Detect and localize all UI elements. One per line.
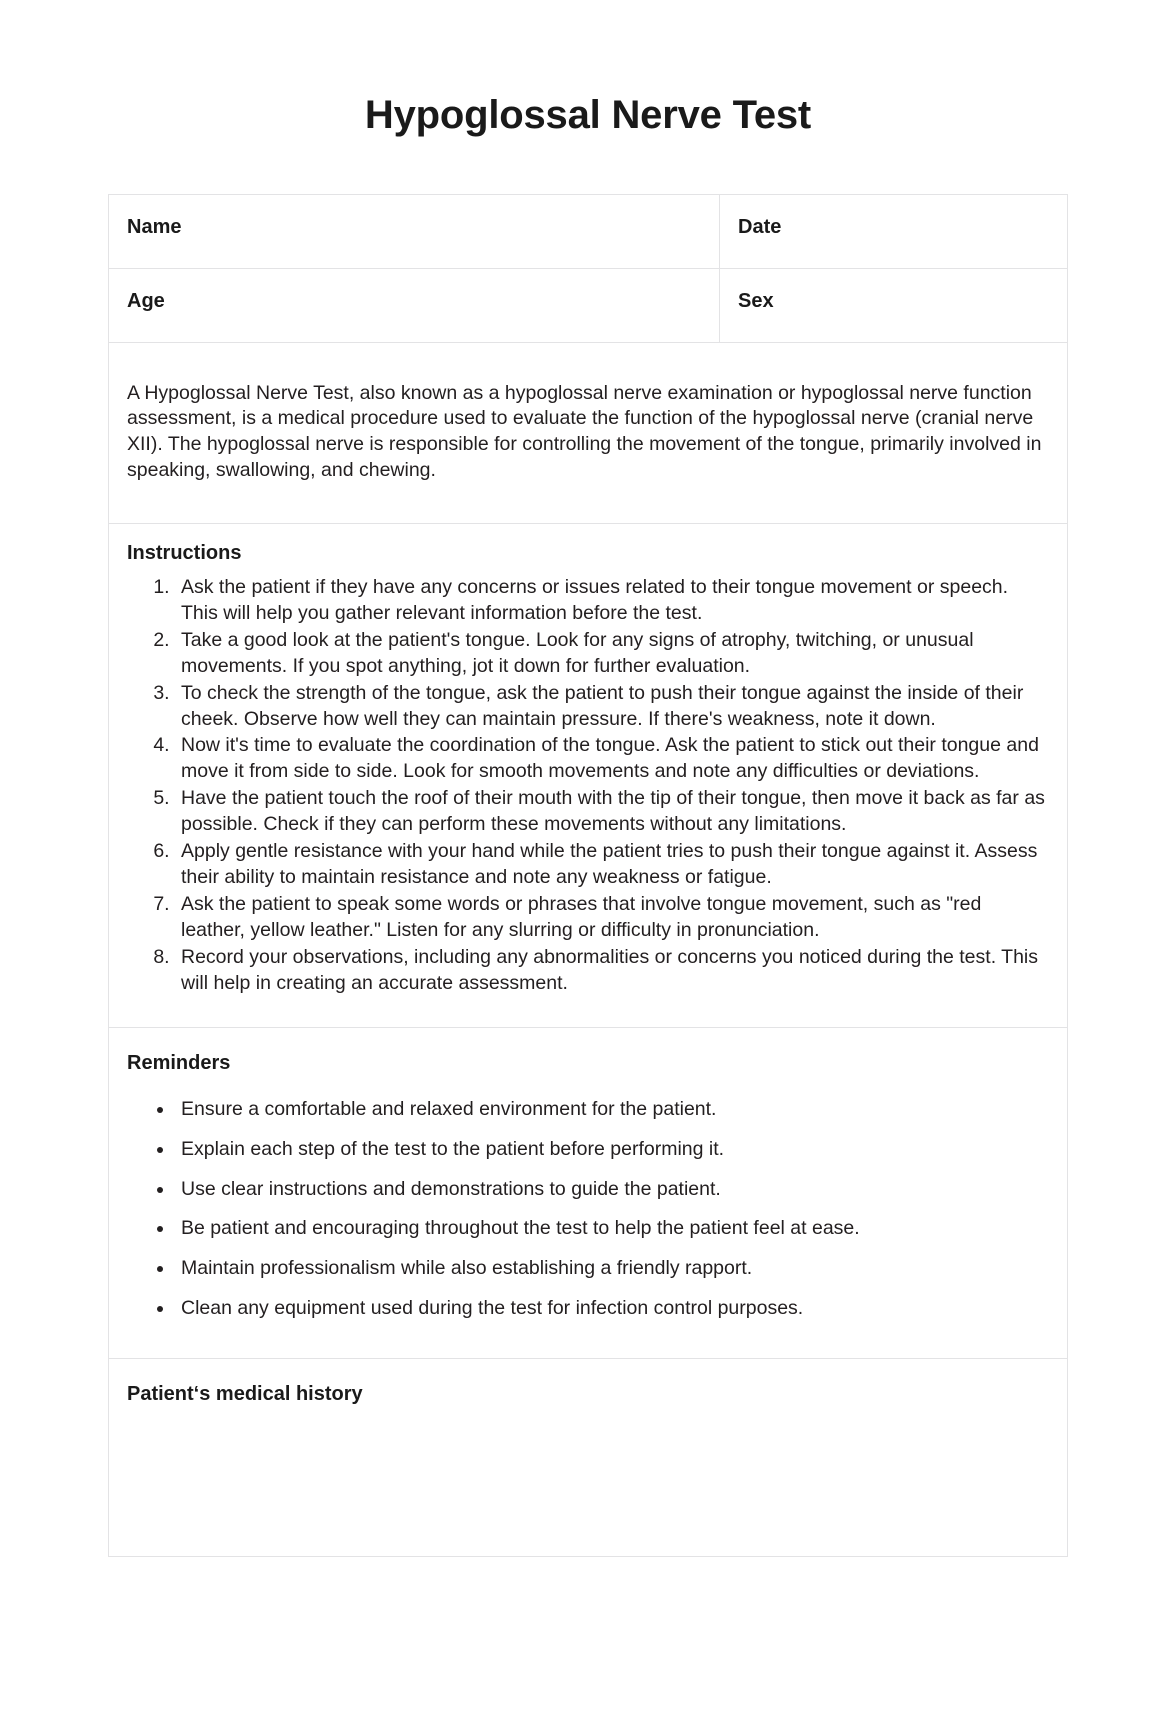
list-item: 2. Take a good look at the patient's tongue. Look for any signs of atrophy, twitching, or unusual movements. If you spot anything, jot it down for further evaluation. (175, 628, 1049, 680)
table-row-age-sex (109, 269, 1067, 343)
field-label-age: Age (127, 290, 165, 312)
medical-history-heading: Patient‘s medical history (127, 1383, 363, 1406)
intro-block (109, 343, 1067, 524)
reminders-heading: Reminders (127, 1051, 231, 1074)
list-item: • Use clear instructions and demonstrations to guide the patient. (175, 1177, 1049, 1203)
document-page (0, 93, 1176, 1723)
field-label-name: Name (127, 216, 182, 238)
instructions-list (127, 575, 1049, 997)
field-sex[interactable] (720, 269, 1067, 342)
instructions-heading: Instructions (127, 541, 242, 564)
table-row-name-date (109, 195, 1067, 269)
list-item: • Be patient and encouraging throughout the test to help the patient feel at ease. (175, 1216, 1049, 1242)
intro-paragraph: A Hypoglossal Nerve Test, also known as a hypoglossal nerve examination or hypoglossal nerve function assessment, is a medical procedure used to evaluate the function of the hypoglossal nerve (cranial nerve XII). The hypoglossal nerve is responsible for controlling the movement of the tongue, primarily involved in speaking, swallowing, and chewing. (127, 381, 1042, 481)
instructions-block (109, 524, 1067, 1028)
page-title: Hypoglossal Nerve Test (364, 93, 812, 137)
list-item: 6. Apply gentle resistance with your hand while the patient tries to push their tongue against it. Assess their ability to maintain resistance and note any weakness or fatigue. (175, 839, 1049, 891)
field-label-sex: Sex (738, 290, 774, 312)
field-label-date: Date (738, 216, 782, 238)
field-age[interactable] (109, 269, 720, 342)
list-item: • Ensure a comfortable and relaxed environment for the patient. (175, 1097, 1049, 1123)
list-item: 1. Ask the patient if they have any concerns or issues related to their tongue movement or speech. This will help you gather relevant information before the test. (175, 575, 1049, 627)
field-date[interactable] (720, 195, 1067, 268)
list-item: 3. To check the strength of the tongue, ask the patient to push their tongue against the inside of their cheek. Observe how well they can maintain pressure. If there's weakness, note it down. (175, 681, 1049, 733)
list-item: 4. Now it's time to evaluate the coordination of the tongue. Ask the patient to stick out their tongue and move it from side to side. Look for smooth movements and note any difficulties or deviations. (175, 733, 1049, 785)
list-item: • Explain each step of the test to the patient before performing it. (175, 1137, 1049, 1163)
list-item: 8. Record your observations, including any abnormalities or concerns you noticed during the test. This will help in creating an accurate assessment. (175, 945, 1049, 997)
list-item: • Clean any equipment used during the test for infection control purposes. (175, 1296, 1049, 1322)
list-item: • Maintain professionalism while also establishing a friendly rapport. (175, 1256, 1049, 1282)
patient-info-table (108, 194, 1068, 1557)
list-item: 7. Ask the patient to speak some words or phrases that involve tongue movement, such as "red leather, yellow leather." Listen for any slurring or difficulty in pronunciation. (175, 892, 1049, 944)
reminders-block (109, 1028, 1067, 1360)
field-name[interactable] (109, 195, 720, 268)
reminders-list (127, 1097, 1049, 1323)
medical-history-block[interactable] (109, 1359, 1067, 1557)
list-item: 5. Have the patient touch the roof of their mouth with the tip of their tongue, then move it back as far as possible. Check if they can perform these movements without any limitations. (175, 786, 1049, 838)
